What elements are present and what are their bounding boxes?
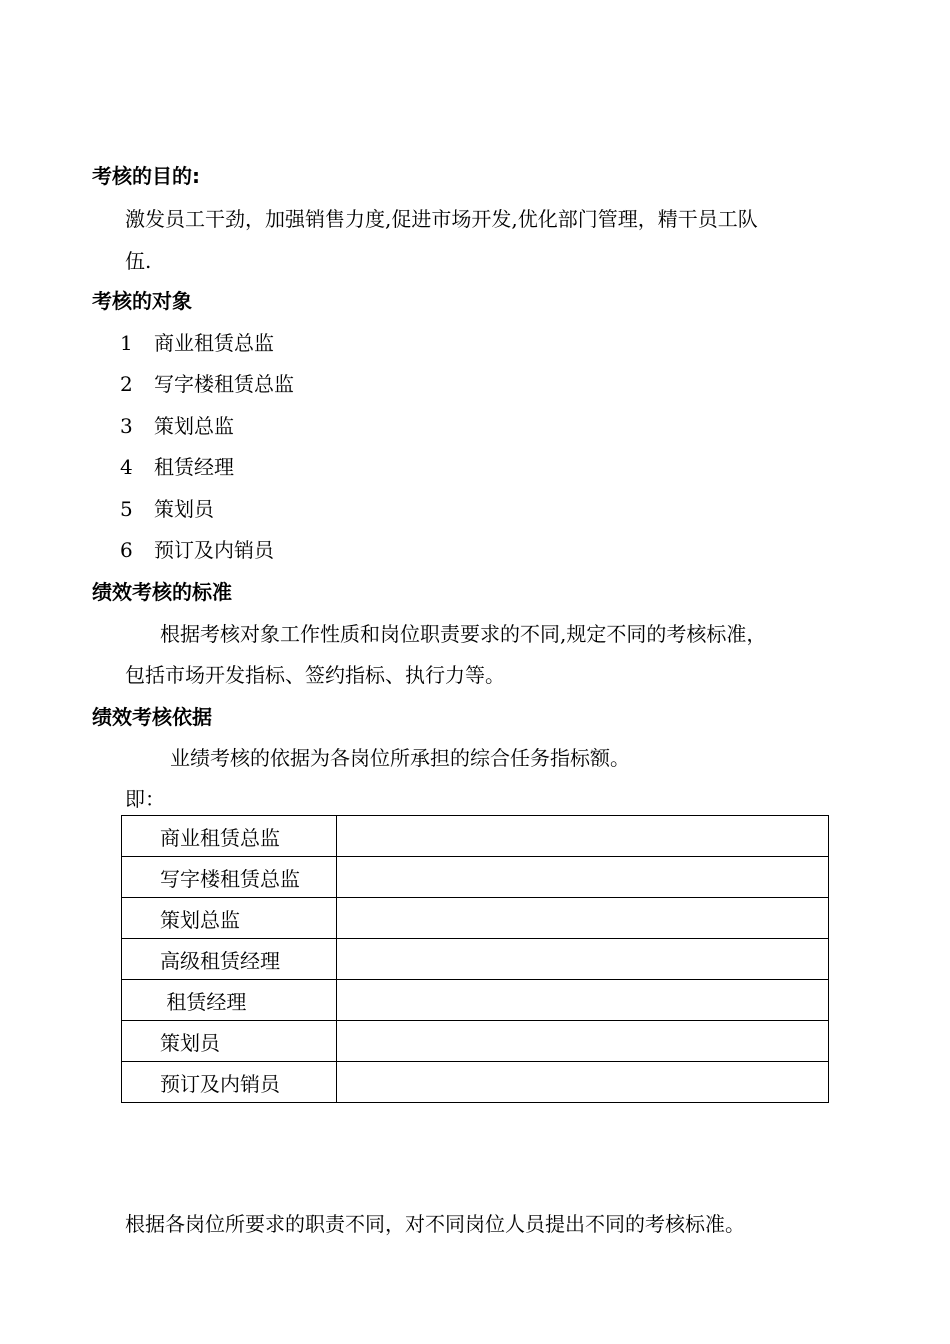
purpose-text-line-2: 伍.	[125, 249, 152, 273]
table-cell-position: 写字楼租赁总监	[122, 857, 337, 898]
table-row	[122, 1062, 829, 1103]
table-cell-position: 商业租赁总监	[122, 816, 337, 857]
table-cell-value	[337, 980, 829, 1021]
target-list-item	[120, 371, 294, 397]
target-item-number: 1	[120, 331, 133, 355]
table-cell-position: 高级租赁经理	[122, 939, 337, 980]
target-item-number: 6	[120, 538, 133, 562]
table-cell-value	[337, 1062, 829, 1103]
table-cell-value	[337, 1021, 829, 1062]
target-item-label: 写字楼租赁总监	[154, 372, 294, 396]
indicator-table	[121, 815, 829, 1103]
standard-heading: 绩效考核的标准	[92, 580, 232, 604]
basis-prefix: 即：	[125, 787, 165, 811]
purpose-heading: 考核的目的:	[92, 164, 200, 188]
target-list-item	[120, 496, 214, 522]
table-row	[122, 816, 829, 857]
target-item-number: 2	[120, 372, 133, 396]
table-cell-position: 策划员	[122, 1021, 337, 1062]
table-row	[122, 1021, 829, 1062]
table-cell-value	[337, 816, 829, 857]
target-list-item	[120, 537, 274, 563]
basis-text: 业绩考核的依据为各岗位所承担的综合任务指标额。	[170, 746, 630, 770]
target-item-number: 3	[120, 414, 133, 438]
target-item-label: 策划员	[154, 497, 214, 521]
table-cell-value	[337, 857, 829, 898]
basis-heading: 绩效考核依据	[92, 705, 212, 729]
target-item-number: 5	[120, 497, 133, 521]
target-item-label: 商业租赁总监	[154, 331, 274, 355]
table-cell-value	[337, 898, 829, 939]
standard-text-line-1: 根据考核对象工作性质和岗位职责要求的不同,规定不同的考核标准，	[160, 622, 767, 646]
purpose-text-line-1: 激发员工干劲，加强销售力度,促进市场开发,优化部门管理，精干员工队	[125, 207, 758, 231]
target-list-item	[120, 413, 234, 439]
target-item-number: 4	[120, 455, 133, 479]
table-row	[122, 939, 829, 980]
standard-text-line-2: 包括市场开发指标、签约指标、执行力等。	[125, 663, 505, 687]
target-list-item	[120, 454, 234, 480]
table-cell-value	[337, 939, 829, 980]
target-list-item	[120, 330, 274, 356]
target-item-label: 策划总监	[154, 414, 234, 438]
target-item-label: 预订及内销员	[154, 538, 274, 562]
targets-heading: 考核的对象	[92, 289, 192, 313]
table-row	[122, 980, 829, 1021]
table-row	[122, 898, 829, 939]
table-cell-position: 预订及内销员	[122, 1062, 337, 1103]
closing-text: 根据各岗位所要求的职责不同，对不同岗位人员提出不同的考核标准。	[125, 1212, 745, 1236]
table-row	[122, 857, 829, 898]
table-cell-position: 租赁经理	[122, 980, 337, 1021]
table-cell-position: 策划总监	[122, 898, 337, 939]
target-item-label: 租赁经理	[154, 455, 234, 479]
